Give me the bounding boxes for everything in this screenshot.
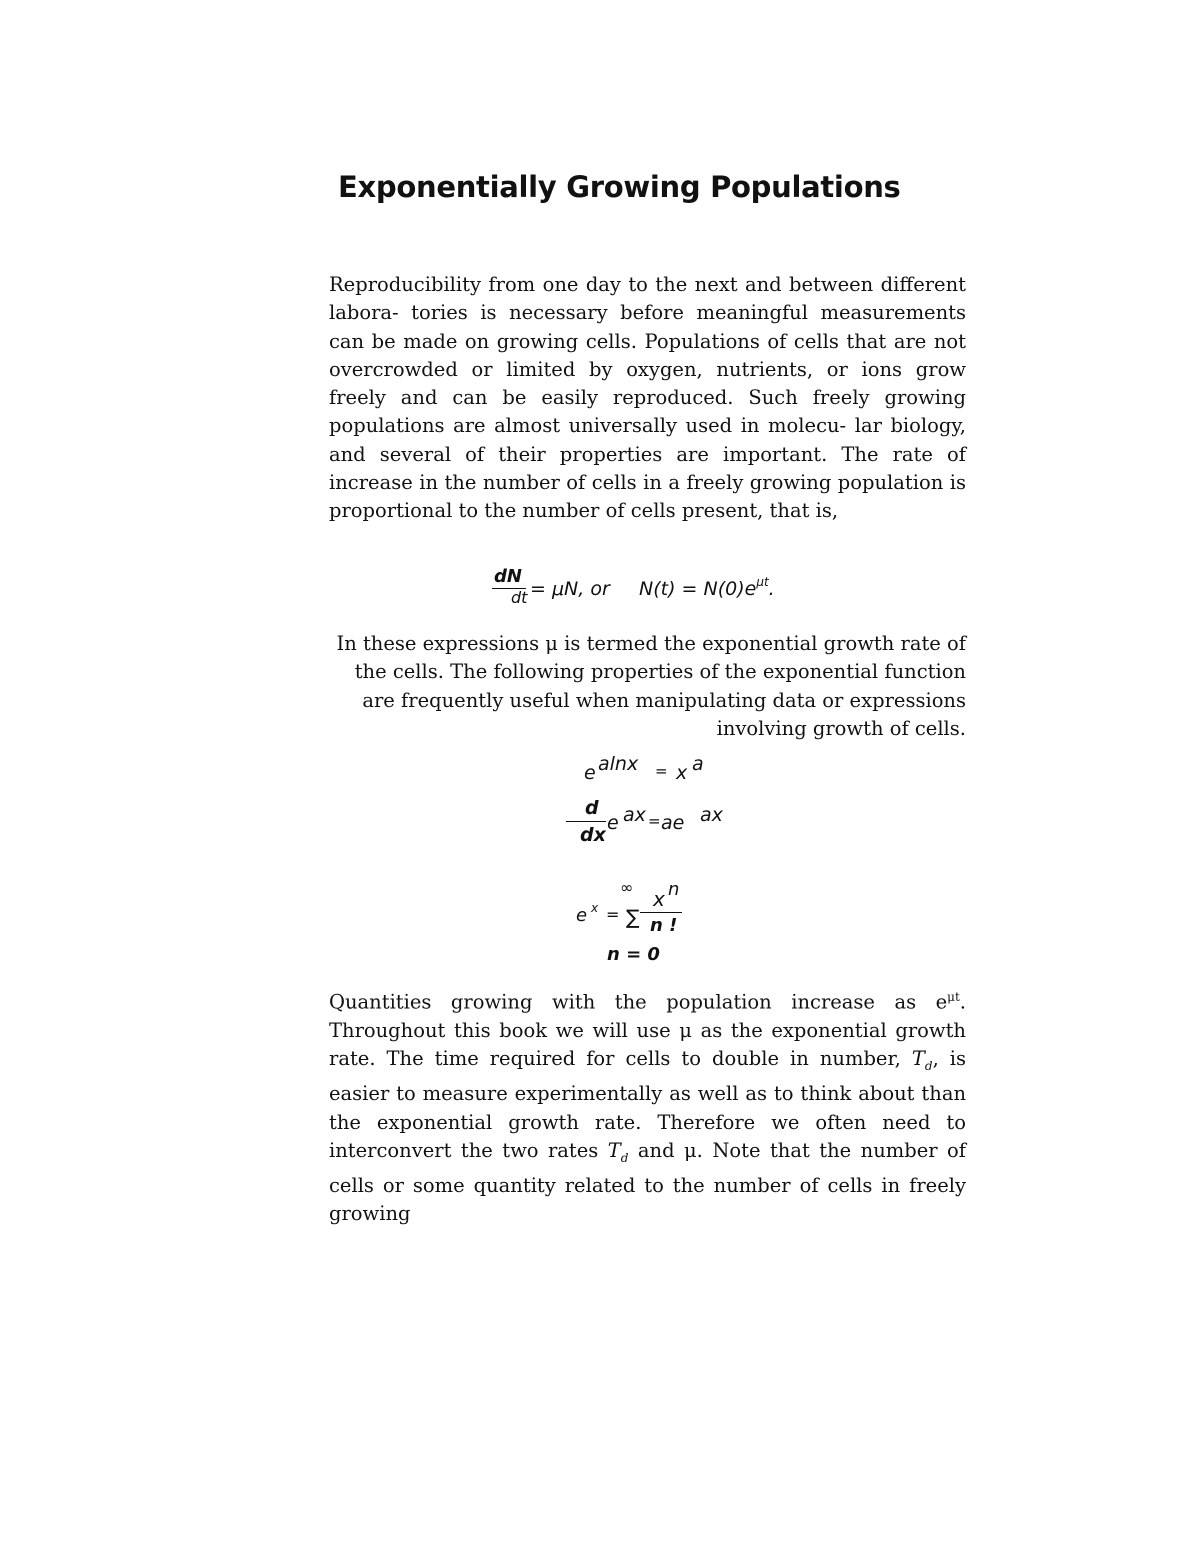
eq4-fraction-bar [640,912,682,913]
eq3-exp1: ax [623,804,646,826]
eq4-denominator: n ! [650,915,678,936]
eq3-fraction-bar [566,821,606,822]
eq2-power: a [692,753,704,775]
eq4-infinity: ∞ [620,878,634,897]
page-title: Exponentially Growing Populations [338,170,901,204]
eq4-x-exponent: x [591,901,599,915]
eq3-numerator: d [585,797,599,819]
eq3-e: e [607,812,619,834]
eq4-e: e [576,905,588,926]
eq4-numerator-n: n [668,879,680,900]
eq4-sigma: ∑ [626,905,640,929]
eq2-equals: = [655,762,668,780]
eq3-ae: ae [661,812,685,834]
eq4-equals: = [606,905,620,924]
eq3-exp2: ax [700,804,723,826]
eq1-middle: = μN, or [530,578,610,600]
paragraph-properties: In these expressions μ is termed the exponential growth rate of the cells. The following properties of the exponential function are frequently useful when manipulating data or expressions involving growth of cells. [336,632,966,740]
eq1-rhs: $N(t) = N(0)e^{\mu t}$. [639,575,775,600]
eq1-numerator: dN [494,566,522,587]
eq2-x: x [676,762,688,784]
paragraph-quantities: Quantities growing with the population increase as $e^{\mu t}$. Throughout this book we will use μ as the exponential growth rate. The time required for cells to double in number, $T_d$, is easier to measure experimentally as well as to think about than the exponential growth rate. Therefore we often need to interconvert the two rates $T_d$ and μ. Note that the number of cells or some quantity related to the number of cells in freely growing [329,990,967,1226]
eq1-denominator: dt [511,588,528,607]
eq2-exponent: alnx [598,753,639,775]
eq2-base: e [584,762,596,784]
eq4-lower-limit: n = 0 [607,944,660,965]
eq3-denominator: dx [580,824,606,846]
eq4-numerator-x: x [653,887,665,911]
eq3-equals: = [648,812,661,830]
paragraph-intro: Reproducibility from one day to the next and between different labora- tories is necessary before meaningful measurements can be made on growing cells. Populations of cells that are not overcrowded or limited by oxygen, nutrients, or ions grow freely and can be easily reproduced. Such freely growing populations are almost universally used in molecu- lar biology, and several of their properties are important. The rate of increase in the number of cells in a freely growing population is proportional to the number of cells present, that is, [329,273,966,523]
